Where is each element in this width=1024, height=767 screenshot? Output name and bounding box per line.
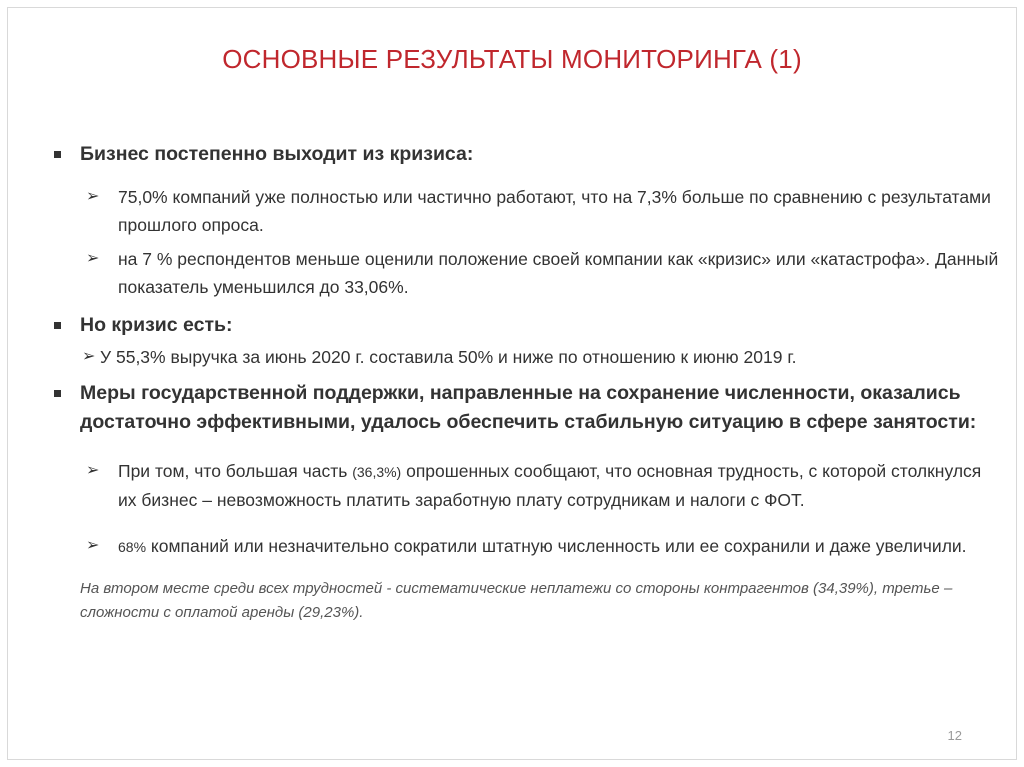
arrow-bullet-icon: ➢: [86, 462, 100, 479]
list-item-text: на 7 % респондентов меньше оценили положение своей компании как «кризис» или «катастрофа». Данный показатель уменьшился до 33,06%.: [118, 249, 999, 297]
section-heading: Меры государственной поддержки, направленные на сохранение численности, оказались достаточно эффективными, удалось обеспечить стабильную ситуацию в сфере занятости:: [80, 382, 977, 433]
square-bullet-icon: [54, 151, 61, 158]
percent-value: (36,3%): [352, 464, 402, 480]
page-number: 12: [947, 728, 962, 743]
list-item-text: 68% компаний или незначительно сократили штатную численность или ее сохранили и даже увеличили.: [118, 536, 967, 556]
section-heading: Бизнес постепенно выходит из кризиса:: [80, 143, 474, 165]
section-state-support: [54, 379, 1004, 437]
slide-content: [54, 140, 1004, 625]
list-item: [54, 343, 1004, 371]
list-item-text: У 55,3% выручка за июнь 2020 г. составила 50% и ниже по отношению к июню 2019 г.: [100, 347, 797, 367]
list-item: [54, 245, 1004, 301]
list-item-text: 75,0% компаний уже полностью или частично работают, что на 7,3% больше по сравнению с результатами прошлого опроса.: [118, 187, 991, 235]
list-item: [54, 532, 1004, 561]
section-heading: Но кризис есть:: [80, 314, 233, 336]
list-item: [54, 457, 1004, 514]
arrow-bullet-icon: ➢: [86, 537, 100, 554]
square-bullet-icon: [54, 322, 61, 329]
list-item: [54, 183, 1004, 239]
list-item-text: При том, что большая часть (36,3%) опрошенных сообщают, что основная трудность, с которой столкнулся их бизнес – невозможность платить заработную плату сотрудникам и налоги с ФОТ.: [118, 461, 982, 510]
section-business-recovery: [54, 140, 1004, 169]
footnote: На втором месте среди всех трудностей - систематические неплатежи со стороны контрагентов (34,39%), третье – сложности с оплатой аренды (29,23%).: [80, 580, 953, 621]
percent-value: 68%: [118, 539, 147, 555]
arrow-bullet-icon: ➢: [86, 250, 100, 267]
section-crisis: [54, 311, 1004, 340]
arrow-bullet-icon: ➢: [86, 188, 100, 205]
slide-title: ОСНОВНЫЕ РЕЗУЛЬТАТЫ МОНИТОРИНГА (1): [222, 44, 802, 74]
arrow-bullet-icon: ➢: [82, 348, 96, 365]
square-bullet-icon: [54, 390, 61, 397]
